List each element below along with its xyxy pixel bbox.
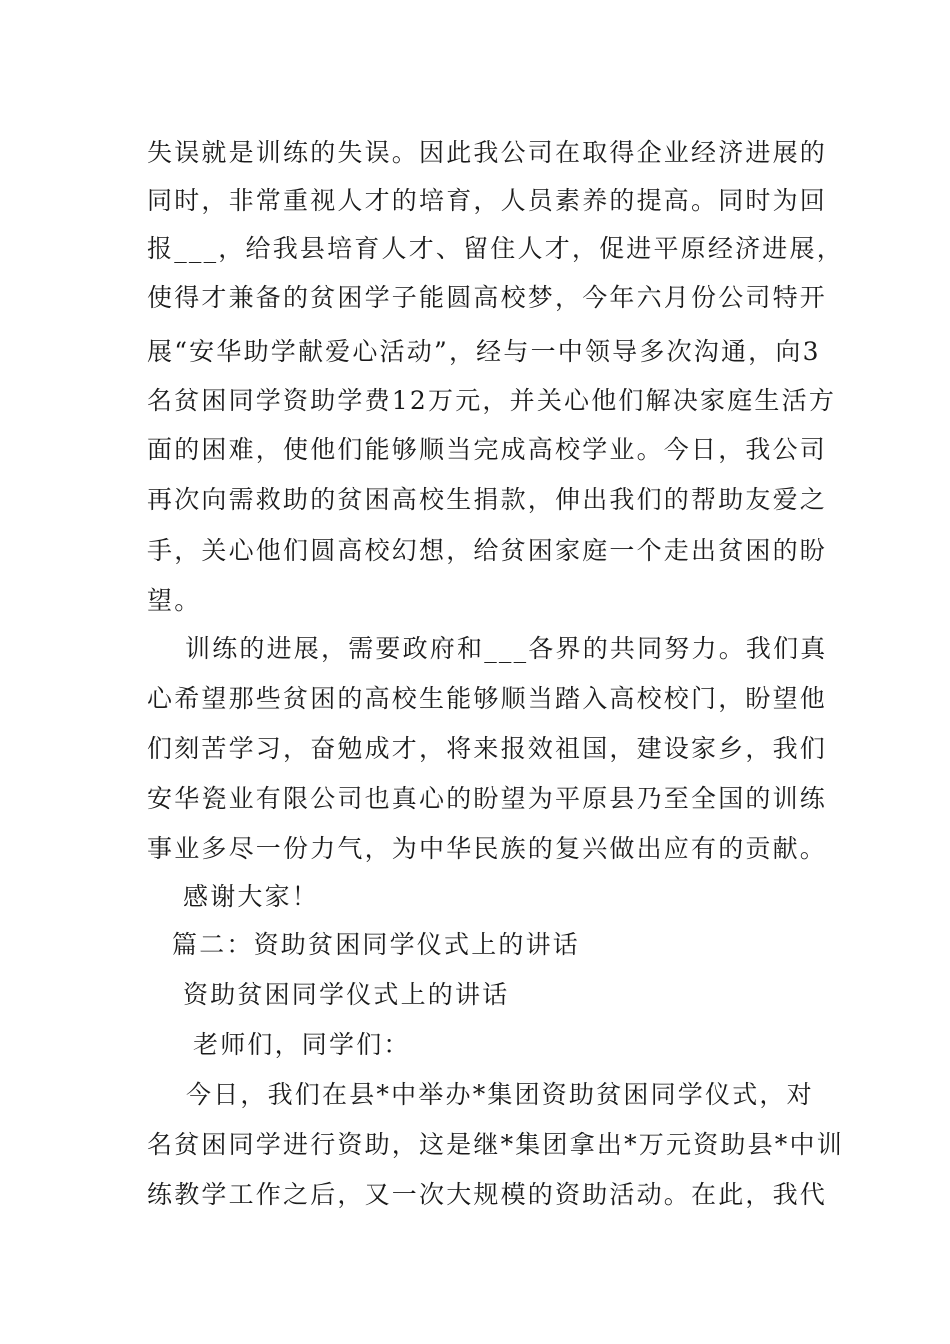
paragraph-line: 名贫困同学资助学费12万元，并关心他们解决家庭生活方 (147, 386, 837, 415)
paragraph-line: 心希望那些贫困的高校生能够顺当踏入高校校门，盼望他 (147, 684, 828, 713)
speech-title: 资助贫困同学仪式上的讲话 (183, 980, 510, 1009)
closing-thanks: 感谢大家！ (183, 882, 320, 911)
paragraph-line: 面的困难，使他们能够顺当完成高校学业。今日，我公司 (147, 435, 828, 464)
paragraph-line: 今日，我们在县*中举办*集团资助贫困同学仪式，对 (186, 1080, 814, 1109)
paragraph-line: 名贫困同学进行资助，这是继*集团拿出*万元资助县*中训 (147, 1130, 844, 1159)
paragraph-line: 手，关心他们圆高校幻想，给贫困家庭一个走出贫困的盼 (147, 536, 828, 565)
paragraph-line: 望。 (147, 586, 202, 615)
salutation: 老师们，同学们： (193, 1030, 411, 1059)
paragraph-line: 报___，给我县培育人才、留住人才，促进平原经济进展， (147, 234, 844, 263)
paragraph-line: 同时，非常重视人才的培育，人员素养的提高。同时为回 (147, 186, 828, 215)
paragraph-line: 安华瓷业有限公司也真心的盼望为平原县乃至全国的训练 (147, 784, 828, 813)
paragraph-line: 展“安华助学献爱心活动”，经与一中领导多次沟通，向3 (147, 337, 821, 366)
section-heading: 篇二：资助贫困同学仪式上的讲话 (172, 930, 581, 959)
paragraph-line: 失误就是训练的失误。因此我公司在取得企业经济进展的 (147, 138, 828, 167)
paragraph-line: 练教学工作之后，又一次大规模的资助活动。在此，我代 (147, 1180, 828, 1209)
paragraph-line: 们刻苦学习，奋勉成才，将来报效祖国，建设家乡，我们 (147, 734, 828, 763)
paragraph-line: 事业多尽一份力气，为中华民族的复兴做出应有的贡献。 (147, 834, 828, 863)
paragraph-line: 再次向需救助的贫困高校生捐款，伸出我们的帮助友爱之 (147, 485, 828, 514)
paragraph-line: 使得才兼备的贫困学子能圆高校梦，今年六月份公司特开 (147, 283, 828, 312)
paragraph-line: 训练的进展，需要政府和___各界的共同努力。我们真 (185, 634, 828, 663)
